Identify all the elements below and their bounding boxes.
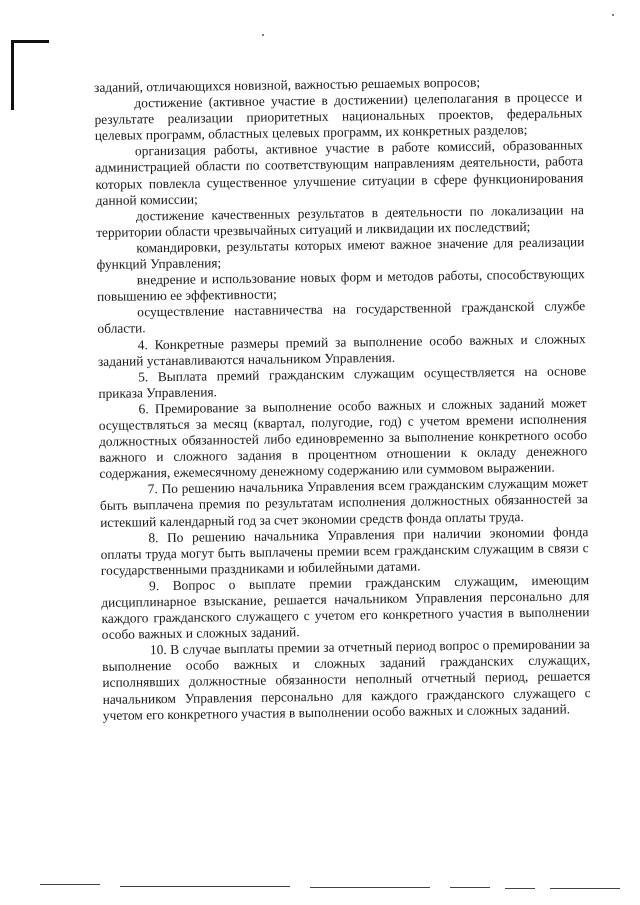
paragraph: достижение качественных результатов в деятельности по локализации на территории области чрезвычайных ситуаций и ликвидации их последствий; <box>96 201 584 240</box>
scan-corner-mark <box>11 40 49 43</box>
paragraph: внедрение и использование новых форм и методов работы, способствующих повышению ее эффективности; <box>96 266 585 305</box>
document-body <box>94 73 591 724</box>
scan-speck <box>612 14 614 16</box>
scan-edge-line <box>505 888 535 889</box>
scan-corner-mark <box>11 40 14 110</box>
paragraph: 4. Конкретные размеры премий за выполнение особо важных и сложных заданий устанавливаются начальником Управления. <box>97 330 586 369</box>
paragraph: заданий, отличающихся новизной, важностью решаемых вопросов; <box>94 74 481 95</box>
paragraph: 7. По решению начальника Управления всем гражданским служащим может быть выплачена премия по результатам исполнения должностных обязанностей за истекший календарный год за счет экономии средств фонда оплаты труда. <box>99 475 589 530</box>
scan-speck <box>262 34 264 36</box>
paragraph: 9. Вопрос о выплате премии гражданским служащим, имеющим дисциплинарное взыскание, решается начальником Управления персонально для каждого гражданского служащего с учетом его конкретного участия в выполнении особо важных и сложных заданий. <box>101 572 590 643</box>
scan-edge-line <box>40 884 100 885</box>
paragraph: командировки, результаты которых имеют важное значение для реализации функций Управления; <box>96 234 585 273</box>
scan-edge-line <box>120 886 290 887</box>
scan-edge-line <box>450 887 490 888</box>
scan-edge-line <box>310 887 430 888</box>
paragraph: осуществление наставничества на государственной гражданской службе области. <box>97 298 586 337</box>
paragraph: 8. По решению начальника Управления при наличии экономии фонда оплаты труда могут быть выплачены премии всем гражданским служащим в связи с государственными праздниками и юбилейными датами. <box>100 523 589 578</box>
paragraph: достижение (активное участие в достижении) целеполагания в процессе и результате реализации приоритетных национальных проектов, федеральных целевых программ, областных целевых программ, их конкретных разделов; <box>94 89 583 144</box>
paragraph: 10. В случае выплаты премии за отчетный период вопрос о премировании за выполнение особо важных и сложных заданий гражданских служащих, исполнявших должностные обязанности неполный отчетный период, решается начальником Управления персонально для каждого гражданского служащего с учетом его конкретного участия в выполнении особо важных и сложных заданий. <box>102 636 591 723</box>
paragraph: организация работы, активное участие в работе комиссий, образованных администрацией области по соответствующим направлениям деятельности, работа которых повлекла существенное улучшение ситуации в сфере функционирования данной комиссии; <box>95 137 584 208</box>
paragraph: 6. Премирование за выполнение особо важных и сложных заданий может осуществляться за месяц (квартал, полугодие, год) с учетом времени исполнения должностных обязанностей либо единовременно за выполнение конкретного особо важного и сложного задания в процентном отношении к окладу денежного содержания, ежемесячному денежному содержанию или суммовом выражении. <box>98 395 588 482</box>
scan-edge-line <box>550 888 620 889</box>
paragraph: 5. Выплата премий гражданским служащим осуществляется на основе приказа Управления. <box>98 362 587 401</box>
